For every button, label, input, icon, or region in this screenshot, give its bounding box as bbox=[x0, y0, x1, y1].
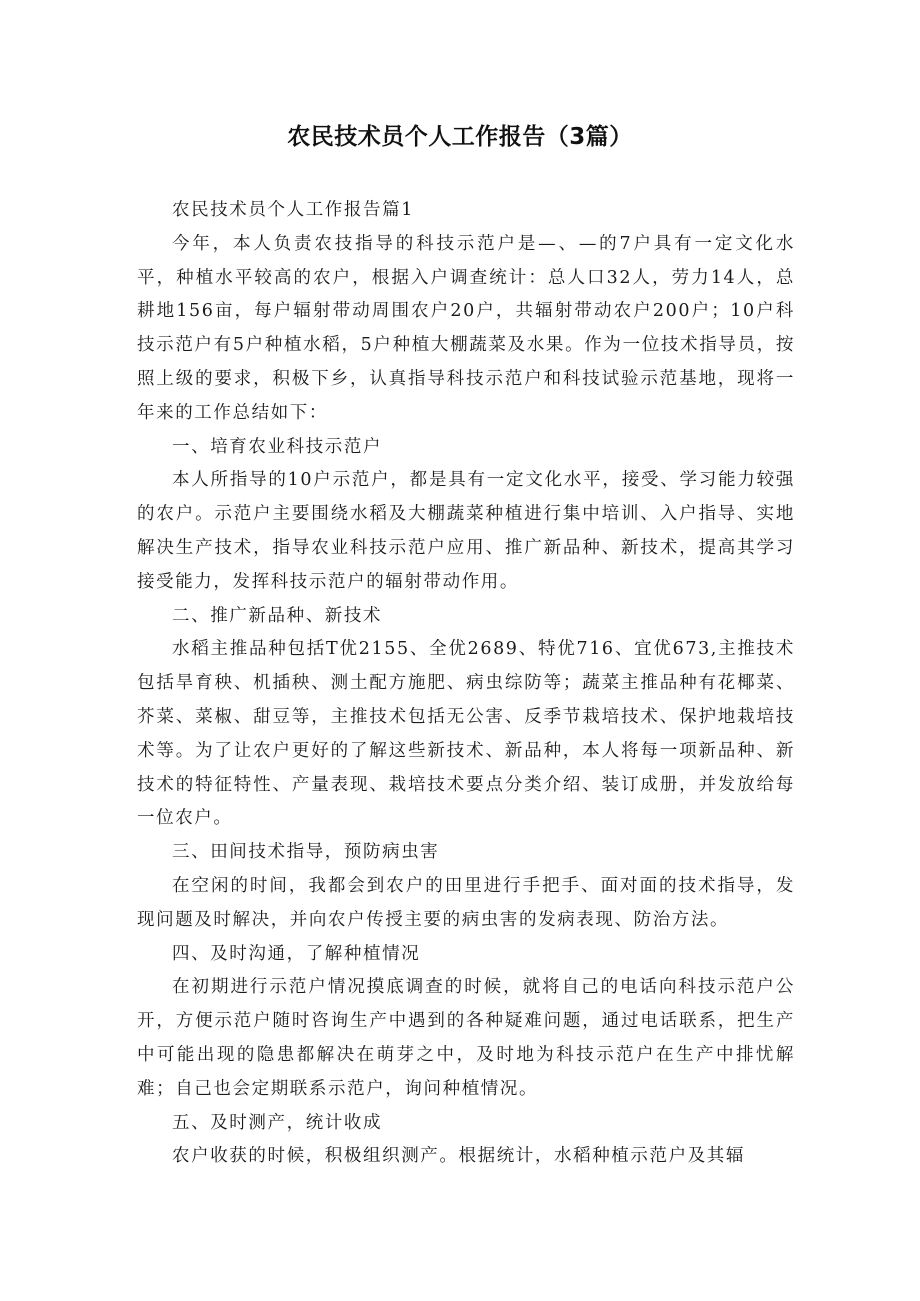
paragraph: 水稻主推品种包括T优2155、全优2689、特优716、宜优673,主推技术包括旱育秧、机插秧、测土配方施肥、病虫综防等；蔬菜主推品种有花椰菜、芥菜、菜椒、甜豆等，主推技术包括无公害、反季节栽培技术、保护地栽培技术等。为了让农户更好的了解这些新技术、新品种，本人将每一项新品种、新技术的特征特性、产量表现、栽培技术要点分类介绍、装订成册，并发放给每一位农户。 bbox=[137, 639, 795, 829]
section-heading: 二、推广新品种、新技术 bbox=[172, 605, 383, 626]
section-heading: 四、及时沟通，了解种植情况 bbox=[172, 943, 421, 964]
paragraph: 在初期进行示范户情况摸底调查的时候，就将自己的电话向科技示范户公开，方便示范户随时咨询生产中遇到的各种疑难问题，通过电话联系，把生产中可能出现的隐患都解决在萌芽之中，及时地为科技示范户在生产中排忧解难；自己也会定期联系示范户，询问种植情况。 bbox=[137, 977, 795, 1099]
paragraph: 农户收获的时候，积极组织测产。根据统计，水稻种植示范户及其辐 bbox=[172, 1146, 745, 1167]
document-body bbox=[137, 194, 795, 1174]
page-title: 农民技术员个人工作报告（3篇） bbox=[287, 124, 633, 150]
section-heading: 一、培育农业科技示范户 bbox=[172, 436, 383, 457]
paragraph: 今年，本人负责农技指导的科技示范户是—、—的7户具有一定文化水平，种植水平较高的农户，根据入户调查统计：总人口32人，劳力14人，总耕地156亩，每户辐射带动周围农户20户，共辐射带动农户200户；10户科技示范户有5户种植水稻，5户种植大棚蔬菜及水果。作为一位技术指导员，按照上级的要求，积极下乡，认真指导科技示范户和科技试验示范基地，现将一年来的工作总结如下： bbox=[137, 233, 795, 423]
paragraph: 本人所指导的10户示范户，都是具有一定文化水平，接受、学习能力较强的农户。示范户主要围绕水稻及大棚蔬菜种植进行集中培训、入户指导、实地解决生产技术，指导农业科技示范户应用、推广新品种、新技术，提高其学习接受能力，发挥科技示范户的辐射带动作用。 bbox=[137, 470, 795, 592]
section-heading: 农民技术员个人工作报告篇1 bbox=[172, 200, 414, 220]
section-heading: 五、及时测产，统计收成 bbox=[172, 1112, 383, 1133]
paragraph: 在空闲的时间，我都会到农户的田里进行手把手、面对面的技术指导，发现问题及时解决，并向农户传授主要的病虫害的发病表现、防治方法。 bbox=[137, 875, 795, 930]
section-heading: 三、田间技术指导，预防病虫害 bbox=[172, 842, 440, 863]
